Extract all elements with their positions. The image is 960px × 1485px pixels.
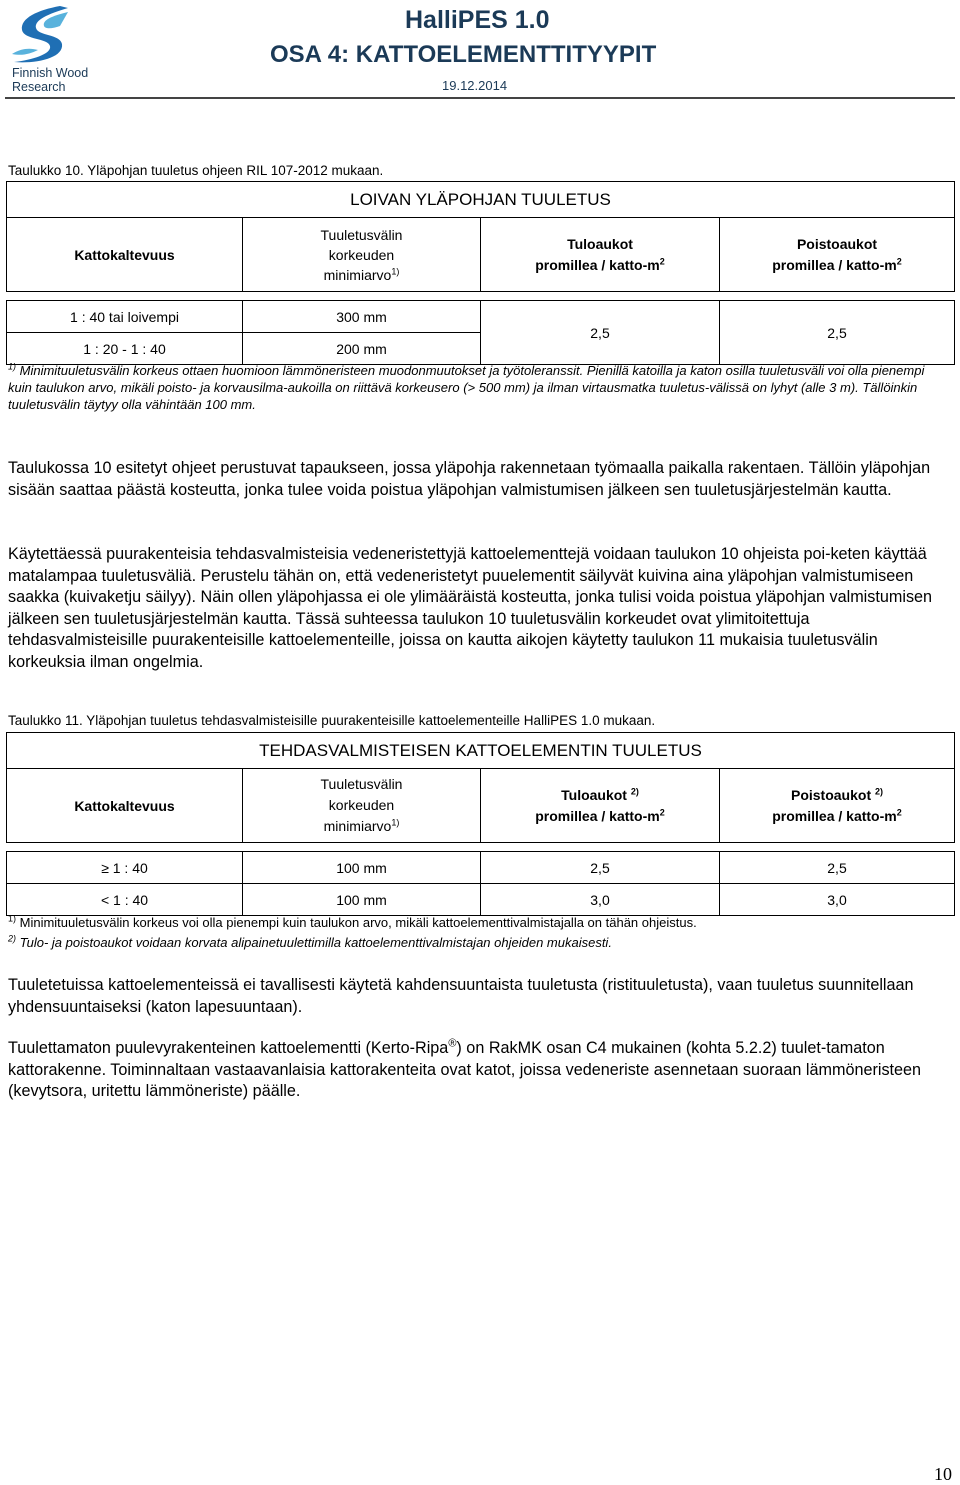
table10-inlet-value: 2,5 xyxy=(481,301,720,365)
finnish-wood-research-logo xyxy=(8,4,118,94)
table10-header-slope: Kattokaltevuus xyxy=(7,218,243,292)
table11-row1-inlet: 2,5 xyxy=(481,852,720,884)
registered-mark: ® xyxy=(448,1037,457,1050)
table10-row1-slope: 1 : 40 tai loivempi xyxy=(7,301,243,333)
table11-header-outlet: Poistoaukot $^{2)}$ promillea / katto-$m^2$ xyxy=(720,769,955,843)
header-divider xyxy=(5,97,955,99)
table11-row2-height: 100 mm xyxy=(243,884,481,916)
table11-row1-slope: ≥ 1 : 40 xyxy=(7,852,243,884)
table11-caption: Taulukko 11. Yläpohjan tuuletus tehdasvalmisteisille puurakenteisille kattoelementeille HalliPES 1.0 mukaan. xyxy=(8,713,656,728)
table11-row2-outlet: 3,0 xyxy=(720,884,955,916)
table11-row2-slope: < 1 : 40 xyxy=(7,884,243,916)
table11-header-height: Tuuletusvälin korkeuden minimiarvo$^{1)}$ xyxy=(243,769,481,843)
table10-header-height: Tuuletusvälin korkeuden minimiarvo$^{1)}$ xyxy=(243,218,481,292)
table10-row2-height: 200 mm xyxy=(243,333,481,365)
table10 xyxy=(6,181,955,365)
table11-header-slope: Kattokaltevuus xyxy=(7,769,243,843)
table11-row2-inlet: 3,0 xyxy=(481,884,720,916)
table10-row2-slope: 1 : 20 - 1 : 40 xyxy=(7,333,243,365)
document-date: 19.12.2014 xyxy=(442,78,508,93)
paragraph-4: Tuulettamaton puulevyrakenteinen kattoelementti (Kerto-Ripa®) on RakMK osan C4 mukainen (kohta 5.2.2) tuulet-tamaton kattorakenne. Toiminnaltaan vastaavanlaisia kattorakenteita ovat katot, joissa vedeneriste asennetaan suoraan lämmöneristeen (kevytsora, uritettu lämmöneriste) päälle. xyxy=(8,1037,922,1100)
table11-title: TEHDASVALMISTEISEN KATTOELEMENTIN TUULETUS xyxy=(7,733,955,769)
table10-outlet-value: 2,5 xyxy=(720,301,955,365)
table10-title: LOIVAN YLÄPOHJAN TUULETUS xyxy=(7,182,955,218)
table10-row1-height: 300 mm xyxy=(243,301,481,333)
table11-row1-outlet: 2,5 xyxy=(720,852,955,884)
table10-footnote: $^{1)}$ Minimituuletusvälin korkeus ottaen huomioon lämmöneristeen muodonmuutokset ja työtoleranssit. Pienillä katoilla ja katon osilla tuuletusväli voi olla pienempi kuin taulukon arvo, mikäli poisto- ja korvausilma-aukoilla on riittävä korkeusero (> 500 mm) ja ilman virtausmatka tuuletus-välissä on lyhyt (alle 3 m). Tällöinkin tuuletusvälin täytyy olla vähintään 100 mm. xyxy=(8,361,925,412)
table11-footnote-1: $^{1)}$ Minimituuletusvälin korkeus voi olla pienempi kuin taulukon arvo, mikäli kattoelementtivalmistajalla on tähän ohjeistus. xyxy=(8,913,697,930)
table11-row1-height: 100 mm xyxy=(243,852,481,884)
paragraph-2: Käytettäessä puurakenteisia tehdasvalmisteisia vedeneristettyjä kattoelementtejä voidaan taulukon 10 ohjeista poi-keten käyttää matalampaa tuuletusväliä. Perustelu tähän on, että vedeneristetyt puuelementit säilyvät kuivina aina yläpohjan valmistumiseen saakka (kuivaketju säilyy). Näin ollen yläpohjassa ei ole ylimääräistä kosteutta, jonka tulisi voida poistua yläpohjan valmistumisen jälkeen sen tuuletusjärjestelmän kautta. Tässä suhteessa taulukon 10 tuuletusvälin korkeudet ovat ylimitoitettuja tehdasvalmisteisille puurakenteisille kattoelementeille, joissa on kautta aikojen käytetty taulukon 11 mukaisia tuuletusvälin korkeuksia ilman ongelmia. xyxy=(8,545,933,671)
paragraph-1: Taulukossa 10 esitetyt ohjeet perustuvat tapaukseen, jossa yläpohja rakennetaan työmaalla paikalla rakentaen. Tällöin yläpohjan sisään saattaa päästä kosteutta, jonka tulee voida poistua yläpohjan valmistumisen jälkeen sen tuuletusjärjestelmän kautta. xyxy=(8,459,931,499)
table10-caption: Taulukko 10. Yläpohjan tuuletus ohjeen RIL 107-2012 mukaan. xyxy=(8,163,384,178)
table10-header-inlet: Tuloaukot promillea / katto-$m^2$ xyxy=(481,218,720,292)
table11-footnote-2: $^{2)}$ Tulo- ja poistoaukot voidaan korvata alipainetuulettimilla kattoelementtivalmistajan ohjeiden mukaisesti. xyxy=(8,933,612,950)
paragraph-3: Tuuletetuissa kattoelementeissä ei tavallisesti käytetä kahdensuuntaista tuuletusta (ristituuletusta), vaan tuuletus suunnitellaan yhdensuuntaiseksi (katon lapesuuntaan). xyxy=(8,976,914,1016)
table11 xyxy=(6,732,955,916)
page-number: 10 xyxy=(934,1464,952,1484)
document-title: HalliPES 1.0 xyxy=(405,6,550,34)
table10-header-outlet: Poistoaukot promillea / katto-$m^2$ xyxy=(720,218,955,292)
document-subtitle: OSA 4: KATTOELEMENTTITYYPIT xyxy=(270,41,657,68)
table11-header-inlet: Tuloaukot $^{2)}$ promillea / katto-$m^2$ xyxy=(481,769,720,843)
logo-mark-icon xyxy=(8,4,78,66)
logo-text: Finnish Wood Research xyxy=(12,66,89,94)
